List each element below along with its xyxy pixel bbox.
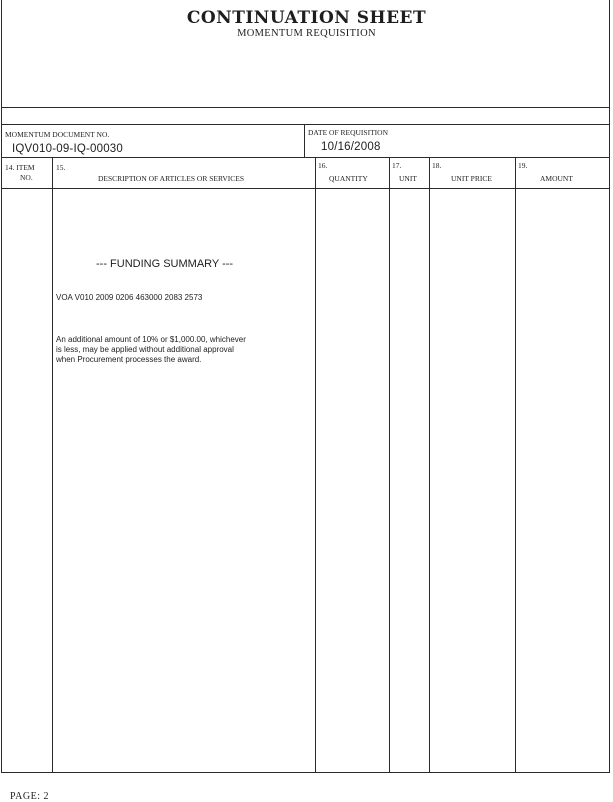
col-quantity-number: 16. <box>318 161 328 170</box>
col-unit-price-label: UNIT PRICE <box>451 174 492 183</box>
col-unit-number: 17. <box>392 161 402 170</box>
col-amount-number: 19. <box>518 161 528 170</box>
col-description-label: DESCRIPTION OF ARTICLES OR SERVICES <box>98 174 245 183</box>
note-line: An additional amount of 10% or $1,000.00, whichever <box>56 335 246 344</box>
header-bottom-rule-inner <box>1 124 610 125</box>
col-item-label: ITEM <box>16 163 35 172</box>
col-quantity-label: QUANTITY <box>329 174 368 183</box>
col-divider-description <box>315 157 316 773</box>
col-divider-unit <box>429 157 430 773</box>
doc-no-label: MOMENTUM DOCUMENT NO. <box>5 130 110 139</box>
date-value: 10/16/2008 <box>321 141 381 153</box>
note-block <box>56 335 246 365</box>
doc-no-value: IQV010-09-IQ-00030 <box>12 143 123 155</box>
col-divider-item <box>52 157 53 773</box>
doc-info-bottom-rule <box>1 157 610 158</box>
col-item-number: 14. <box>5 163 15 172</box>
col-divider-quantity <box>389 157 390 773</box>
doc-info-divider <box>304 124 305 158</box>
col-amount-label: AMOUNT <box>540 174 573 183</box>
funding-summary-heading: --- FUNDING SUMMARY --- <box>96 258 234 270</box>
col-item-label2: NO. <box>20 173 33 182</box>
header-bottom-rule <box>1 107 610 108</box>
table-bottom-rule <box>1 772 610 773</box>
page-title: CONTINUATION SHEET <box>186 8 427 28</box>
funding-line: VOA V010 2009 0206 463000 2083 2573 <box>56 293 203 302</box>
page-subtitle: MOMENTUM REQUISITION <box>237 28 376 39</box>
frame-right-border <box>609 0 610 773</box>
col-unit-price-number: 18. <box>432 161 442 170</box>
note-line: when Procurement processes the award. <box>56 355 202 364</box>
column-header-bottom-rule <box>1 188 610 189</box>
col-description-number: 15. <box>56 163 66 172</box>
frame-left-border <box>1 0 2 773</box>
col-item-header <box>5 163 35 183</box>
col-unit-label: UNIT <box>399 174 417 183</box>
date-label: DATE OF REQUISITION <box>308 128 388 137</box>
col-divider-unit-price <box>515 157 516 773</box>
note-line: is less, may be applied without additional approval <box>56 345 234 354</box>
page-number: PAGE: 2 <box>10 791 49 802</box>
